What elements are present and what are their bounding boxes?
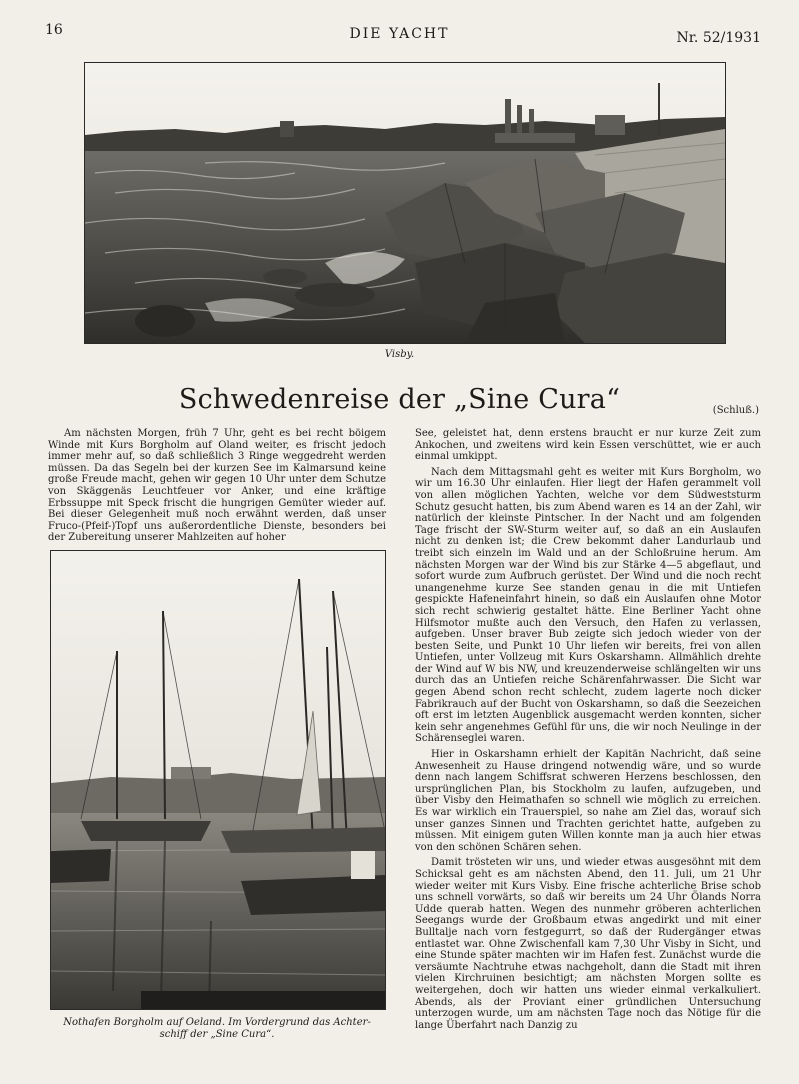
article-note: (Schluß.) (712, 405, 759, 416)
paragraph: See, geleistet hat, denn erstens braucht er nur kurze Zeit zum Ankochen, und zweitens wird kein Essen verschüttet, wie er auch einmal umkippt. (415, 428, 761, 463)
issue-number: Nr. 52/1931 (676, 30, 761, 46)
caption-line-2: schiff der „Sine Cura“. (159, 1029, 275, 1040)
article-column-left (48, 428, 386, 548)
magazine-title: DIE YACHT (349, 26, 450, 42)
photo-caption-borgholm (42, 1017, 392, 1041)
article-title: Schwedenreise der „Sine Cura“ (178, 384, 621, 415)
paragraph: Hier in Oskarshamn erhielt der Kapitän Nachricht, daß seine Anwesenheit zu Hause dringend notwendig wäre, und so wurde denn nach langem Schiffsrat schweren Herzens beschlossen, den ursprünglichen Plan, bis Stockholm zu laufen, aufzugeben, und über Visby den Heimathafen so schnell wie möglich zu erreichen. Es war wirklich ein Trauerspiel, so nahe am Ziel das, worauf sich unser ganzes Sinnen und Trachten gerichtet hatte, aufgeben zu müssen. Mit einigem guten Willen konnte man ja auch hier etwas von den schönen Schären sehen. (415, 749, 761, 853)
article-column-right (415, 428, 761, 1035)
page-number: 16 (45, 22, 63, 38)
photo-caption-visby: Visby. (384, 349, 415, 360)
paragraph: Nach dem Mittagsmahl geht es weiter mit Kurs Borgholm, wo wir um 16.30 Uhr einlaufen. Hier liegt der Hafen gerammelt voll von allen möglichen Yachten, welche vor dem Südweststurm Schutz gesucht hatten, bis zum Abend waren es 14 an der Zahl, wir natürlich der kleinste Pintscher. In der Nacht und am folgenden Tage frischt der SW-Sturm weiter auf, so daß an ein Auslaufen nicht zu denken ist; die Crew bekommt daher Landurlaub und treibt sich einzeln im Wald und an der Schloßruine herum. Am nächsten Morgen war der Wind bis zur Stärke 4—5 abgeflaut, und sofort wurde zum Aufbruch gerüstet. Der Wind und die noch recht unangenehme kurze See standen genau in die mit Untiefen gespickte Hafeneinfahrt hinein, so daß ein Auslaufen ohne Motor sich recht schwierig gestaltet hätte. Eine Berliner Yacht ohne Hilfsmotor mußte auch den Versuch, den Hafen zu verlassen, aufgeben. Unser braver Bub zeigte sich jedoch wieder von der besten Seite, und Punkt 10 Uhr liefen wir bereits, frei von allen Untiefen, unter Vollzeug mit Kurs Oskarshamn. Allmählich drehte der Wind auf W bis NW, und kreuzenderweise schlängelten wir uns durch das an Untiefen reiche Schärenfahrwasser. Die Sicht war gegen Abend schon recht schlecht, zudem lagerte noch dicker Fabrikrauch auf der Bucht von Oskarshamn, so daß die Seezeichen oft erst im letzten Augenblick ausgemacht werden konnten, sicher kein sehr angenehmes Gefühl für uns, die wir noch Neulinge in der Schärenseglei waren. (415, 466, 761, 745)
page-header (0, 22, 799, 46)
caption-line-1: Nothafen Borgholm auf Oeland. Im Vordergrund das Achter- (63, 1017, 371, 1028)
borgholm-harbor-photo (50, 550, 386, 1010)
paragraph: Damit trösteten wir uns, und wieder etwas ausgesöhnt mit dem Schicksal geht es am nächsten Abend, den 11. Juli, um 21 Uhr wieder weiter mit Kurs Visby. Eine frische achterliche Brise schob uns schnell vorwärts, so daß wir bereits um 24 Uhr Ölands Norra Udde querab hatten. Wegen des nunmehr gröberen achterlichen Seegangs wurde der Großbaum etwas angedirkt und mit einer Bulltalje nach vorn festgegurrt, so daß der Rudergänger etwas entlastet war. Ohne Zwischenfall kam 7,30 Uhr Visby in Sicht, und eine Stunde später machten wir im Hafen fest. Zunächst wurde die versäumte Nachtruhe etwas nachgeholt, dann die Stadt mit ihren vielen Kirchruinen besichtigt; am nächsten Morgen sollte es weitergehen, doch wir hatten uns wieder einmal verkalkuliert. Abends, als der Proviant einer gründlichen Untersuchung unterzogen wurde, um am nächsten Tage noch das Nötige für die lange Überfahrt nach Danzig zu (415, 857, 761, 1031)
visby-harbor-photo (84, 62, 726, 344)
paragraph: Am nächsten Morgen, früh 7 Uhr, geht es bei recht böigem Winde mit Kurs Borgholm auf Oland weiter, es frischt jedoch immer mehr auf, so daß schließlich 3 Ringe weggedreht werden müssen. Da das Segeln bei der kurzen See im Kalmarsund keine große Freude macht, gehen wir gegen 10 Uhr unter dem Schutze von Skäggenäs Leuchtfeuer vor Anker, und eine kräftige Erbssuppe mit Speck frischt die hungrigen Gemüter wieder auf. Bei dieser Gelegenheit muß noch erwähnt werden, daß unser Fruco-(Pfeif-)Topf uns außerordentliche Dienste, besonders bei der Zubereitung unserer Mahlzeiten auf hoher (48, 428, 386, 544)
